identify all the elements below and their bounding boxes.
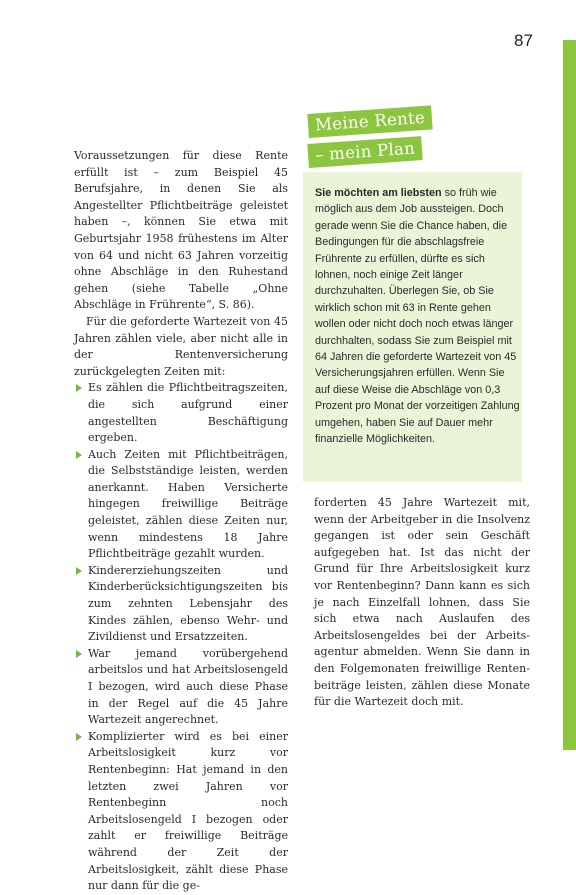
right-column [314, 495, 530, 711]
sidebar-title-line-1: Meine Rente [307, 105, 432, 138]
left-column [74, 148, 288, 895]
list-item-text: Auch Zeiten mit Pflichtbeiträgen, die Selbstständige leisten, werden anerkannt. Haben Versicherte hingegen freiwillige Beiträge geleistet, zählen diese Zeiten nur, wenn mindestens 18 Jahre Pflichtbeiträge gezahlt wurden. [88, 447, 288, 561]
continuation-paragraph: forderten 45 Jahre Wartezeit mit, wenn der Arbeitgeber in die Insolvenz gegangen ist oder sein Geschäft aufgegeben hat. Ist das nicht der Grund für Ihre Arbeitslosigkeit kurz vor Rentenbeginn? Dann kann es sich je nach Einzelfall lohnen, dass Sie sich etwa nach Auslaufen des Arbeitslosengeldes bei der Arbeitsagentur abmelden. Wenn Sie dann in den Folgemonaten freiwillige Rentenbeiträge leisten, zählen diese Monate für die Wartezeit doch mit. [314, 496, 530, 709]
list-item [74, 646, 288, 729]
list-item-text: Komplizierter wird es bei einer Arbeitslosigkeit kurz vor Rentenbeginn: Hat jemand in den letzten zwei Jahren vor Rentenbeginn noch Arbeitslosengeld I bezogen oder zahlt er freiwillige Beiträge während der Zeit der Arbeitslosigkeit, zählt diese Phase nur dann für die ge- [88, 729, 288, 893]
triangle-bullet-icon [76, 733, 82, 741]
triangle-bullet-icon [76, 384, 82, 392]
list-item [74, 729, 288, 895]
sidebar-box [303, 172, 522, 482]
intro-paragraph: Voraussetzungen für diese Rente erfüllt ist – zum Beispiel 45 Berufsjahre, in denen Sie als Angestellter Pflichtbeiträge geleistet haben –, können Sie etwa mit Geburtsjahr 1958 frühestens im Alter von 64 und nicht 63 Jahren vorzeitig ohne Abschläge in den Ruhestand gehen (siehe Tabelle „Ohne Abschläge in Frührente“, S. 86). [74, 149, 288, 312]
accent-bar [563, 40, 576, 750]
list-item [74, 447, 288, 563]
list-item-text: War jemand vorübergehend arbeitslos und hat Arbeitslosengeld I bezogen, wird auch diese Phase in der Regel auf die 45 Jahre Wartezeit angerechnet. [88, 646, 288, 727]
list-item-text: Es zählen die Pflichtbeitragszeiten, die sich aufgrund einer angestellten Beschäftigung ergeben. [88, 381, 288, 445]
wartezeit-paragraph: Für die geforderte Wartezeit von 45 Jahren zählen viele, aber nicht alle in der Rentenversicherung zurückgelegten Zeiten mit: [74, 314, 288, 378]
bullet-list [74, 380, 288, 894]
sidebar-body: so früh wie möglich aus dem Job aussteigen. Doch gerade wenn Sie die Chance haben, die Bedingungen für die abschlagsfreie Frührente zu erfüllen, dürfte es sich lohnen, noch einige Zeit länger durchzuhalten. Überlegen Sie, ob Sie wirklich schon mit 63 in Rente gehen wollen oder nicht doch noch etwas länger durchhalten, sodass Sie zum Beispiel mit 64 Jahren die geforderte Wartezeit von 45 Versicherungsjahren erfüllen. Wenn Sie auf diese Weise die Abschläge von 0,3 Prozent pro Monat der vorzeitigen Zahlung umgehen, haben Sie auf Dauer mehr finanzielle Möglichkeiten. [315, 187, 520, 446]
sidebar-title-line-2: – mein Plan [307, 136, 423, 168]
sidebar-text [315, 185, 522, 448]
triangle-bullet-icon [76, 650, 82, 658]
list-item [74, 380, 288, 446]
triangle-bullet-icon [76, 567, 82, 575]
list-item-text: Kindererziehungszeiten und Kinderberücksichtigungszeiten bis zum zehnten Lebensjahr des Kindes zählen, ebenso Wehr- und Zivildienst und Ersatzzeiten. [88, 563, 288, 644]
sidebar-bold-lead: Sie möchten am liebsten [315, 187, 442, 199]
list-item [74, 563, 288, 646]
page-number: 87 [514, 31, 533, 50]
triangle-bullet-icon [76, 451, 82, 459]
